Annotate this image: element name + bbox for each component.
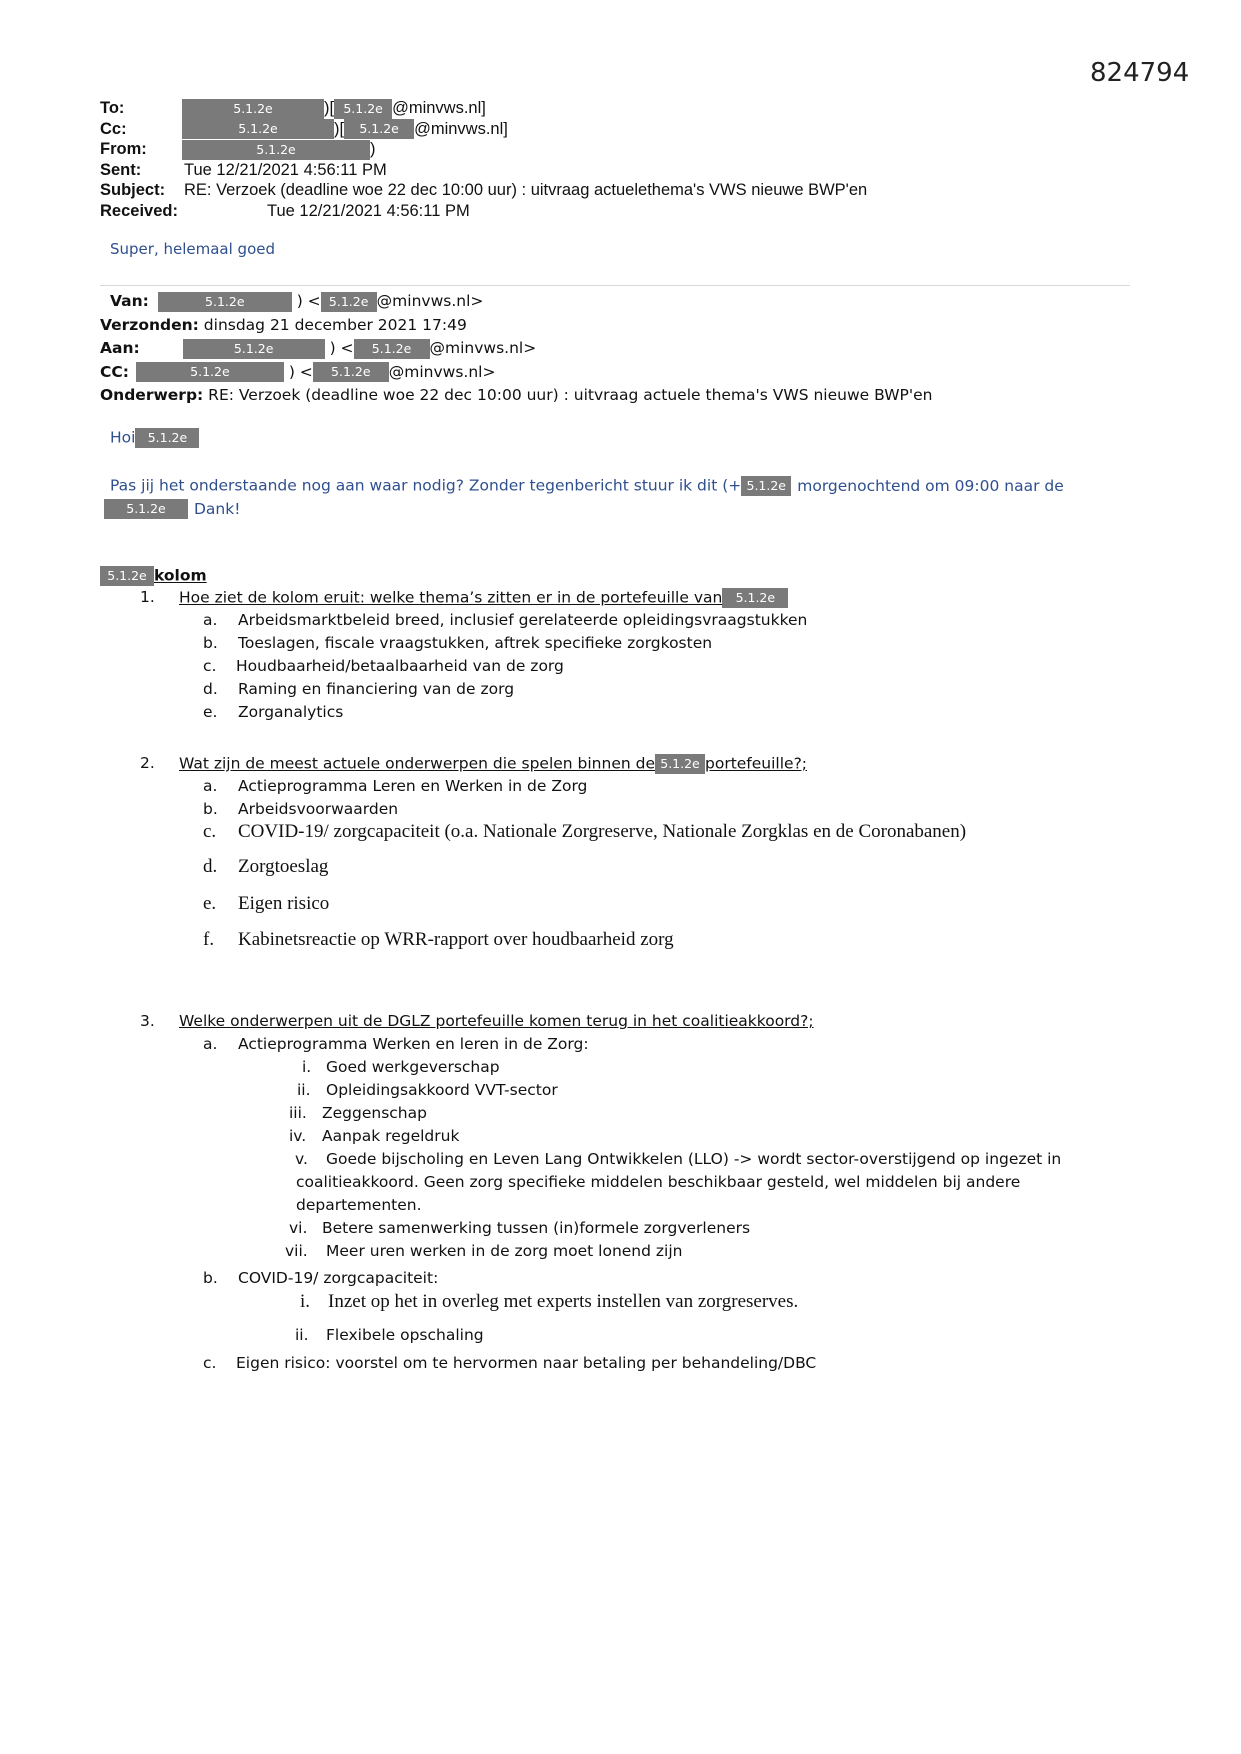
separator-line [100,285,1130,286]
fwd-van: Van: 5.1.2e ) < 5.1.2e @minvws.nl> [110,292,484,310]
list-item: departementen. [296,1196,422,1214]
list-marker: b. [203,800,218,818]
q3-b-marker: b. [203,1269,218,1287]
redaction-box: 5.1.2e [344,119,414,139]
list-marker: i. [300,1291,311,1312]
aan-email-tail: @minvws.nl> [429,339,537,357]
q2-question: Wat zijn de meest actuele onderwerpen die spelen binnen de 5.1.2e portefeuille?; [179,754,808,773]
fwd-onderwerp [100,384,933,408]
list-item: Eigen risico [238,893,330,914]
subject-label: Subject: [100,181,166,200]
sent-label: Sent: [100,160,142,179]
redaction-box: 5.1.2e [655,754,705,774]
fwd-verzonden [100,314,933,338]
list-marker: vii. [285,1242,308,1260]
list-marker: v. [295,1150,308,1168]
list-marker: c. [203,657,217,675]
redaction-box: 5.1.2e [136,362,284,382]
onderwerp-value: RE: Verzoek (deadline woe 22 dec 10:00 uur) : uitvraag actuele thema's VWS nieuwe BWP'en [208,386,933,404]
redaction-box: 5.1.2e [100,566,154,586]
redaction-box: 5.1.2e [334,99,392,119]
list-marker: c. [203,821,217,842]
list-marker: d. [203,856,218,877]
cc-fwd-label: CC: [100,362,129,381]
cc-email-tail: @minvws.nl] [414,119,508,138]
forwarded-header [100,290,933,408]
list-marker: b. [203,634,218,652]
list-item: Betere samenwerking tussen (in)formele zorgverleners [322,1219,751,1237]
aan-label: Aan: [100,339,140,357]
list-item: Flexibele opschaling [326,1326,484,1344]
list-marker: e. [203,703,218,721]
list-marker: iv. [289,1127,307,1145]
redaction-box: 5.1.2e [182,140,370,160]
received-label: Received: [100,201,178,220]
received-value: Tue 12/21/2021 4:56:11 PM [267,201,470,220]
redaction-box: 5.1.2e [354,339,430,359]
body-line-2: 5.1.2e Dank! [104,499,240,519]
list-item: Kabinetsreactie op WRR-rapport over houdbaarheid zorg [238,929,674,950]
document-number: 824794 [1090,58,1190,88]
list-marker: ii. [295,1326,309,1344]
q3-number: 3. [140,1012,155,1030]
outline-heading: 5.1.2e kolom [100,566,207,586]
q3-a-marker: a. [203,1035,218,1053]
q1-number: 1. [140,588,155,606]
reply-text: Super, helemaal goed [110,240,275,258]
from-label: From: [100,140,147,159]
greeting: Hoi 5.1.2e [110,428,199,448]
body-line-1: Pas jij het onderstaande nog aan waar nodig? Zonder tegenbericht stuur ik dit (+ 5.1.2e morgenochtend om 09:00 naar de [110,476,1064,495]
verzonden-value: dinsdag 21 december 2021 17:49 [203,315,467,334]
list-item: Zorgtoeslag [238,856,329,877]
redaction-box: 5.1.2e [183,339,325,359]
list-marker: a. [203,611,218,629]
list-marker: iii. [289,1104,307,1122]
list-item: Goede bijscholing en Leven Lang Ontwikkelen (LLO) -> wordt sector-overstijgend op ingezet in [326,1150,1062,1168]
q3-b-text: COVID-19/ zorgcapaciteit: [238,1269,439,1287]
to-email-tail: @minvws.nl] [392,99,486,117]
list-marker: i. [302,1058,312,1076]
subject-value: RE: Verzoek (deadline woe 22 dec 10:00 uur) : uitvraag actuelethema's VWS nieuwe BWP'en [184,181,868,200]
list-marker: f. [203,929,215,950]
redaction-box: 5.1.2e [135,428,199,448]
van-label: Van: [110,292,149,310]
list-item: Arbeidsmarktbeleid breed, inclusief gerelateerde opleidingsvraagstukken [238,611,808,629]
fwd-cc: CC: 5.1.2e ) < 5.1.2e @minvws.nl> [100,362,496,381]
verzonden-label: Verzonden: [100,315,199,334]
redaction-box: 5.1.2e [313,362,389,382]
redaction-box: 5.1.2e [722,588,788,608]
sent-value: Tue 12/21/2021 4:56:11 PM [184,160,387,179]
list-item: Raming en financiering van de zorg [238,680,515,698]
list-marker: vi. [289,1219,308,1237]
redaction-box: 5.1.2e [321,292,377,312]
list-item: COVID-19/ zorgcapaciteit (o.a. Nationale Zorgreserve, Nationale Zorgklas en de Coronabanen) [238,821,967,842]
list-item: Inzet op het in overleg met experts instellen van zorgreserves. [328,1291,799,1312]
redaction-box: 5.1.2e [182,119,334,139]
cc-fwd-email-tail: @minvws.nl> [388,362,496,381]
list-item: Meer uren werken in de zorg moet lonend zijn [326,1242,683,1260]
q3-a-text: Actieprogramma Werken en leren in de Zorg: [238,1035,589,1053]
list-item: Zorganalytics [238,703,344,721]
q3-question: Welke onderwerpen uit de DGLZ portefeuille komen terug in het coalitieakkoord?; [179,1012,814,1030]
list-marker: a. [203,777,218,795]
list-item: Houdbaarheid/betaalbaarheid van de zorg [236,657,564,675]
redaction-box: 5.1.2e [158,292,292,312]
list-item: coalitieakkoord. Geen zorg specifieke middelen beschikbaar gesteld, wel middelen bij andere [296,1173,1021,1191]
list-item: Toeslagen, fiscale vraagstukken, aftrek specifieke zorgkosten [238,634,713,652]
van-email-tail: @minvws.nl> [376,292,484,310]
fwd-aan: Aan: 5.1.2e ) < 5.1.2e @minvws.nl> [100,339,537,357]
q2-number: 2. [140,754,155,772]
list-item: Zeggenschap [322,1104,427,1122]
list-item: Goed werkgeverschap [326,1058,500,1076]
redaction-box: 5.1.2e [182,99,324,119]
list-marker: e. [203,893,217,914]
list-marker: d. [203,680,218,698]
q3-c-marker: c. [203,1354,217,1372]
redaction-box: 5.1.2e [741,476,791,496]
cc-label: Cc: [100,119,127,138]
list-marker: ii. [297,1081,311,1099]
q1-question: Hoe ziet de kolom eruit: welke thema’s zitten er in de portefeuille van 5.1.2e [179,588,788,608]
to-label: To: [100,99,125,117]
list-item: Actieprogramma Leren en Werken in de Zorg [238,777,588,795]
redaction-box: 5.1.2e [104,499,188,519]
list-item: Opleidingsakkoord VVT-sector [326,1081,558,1099]
list-item: Aanpak regeldruk [322,1127,460,1145]
onderwerp-label: Onderwerp: [100,386,204,404]
q3-c-text: Eigen risico: voorstel om te hervormen naar betaling per behandeling/DBC [236,1354,817,1372]
list-item: Arbeidsvoorwaarden [238,800,399,818]
